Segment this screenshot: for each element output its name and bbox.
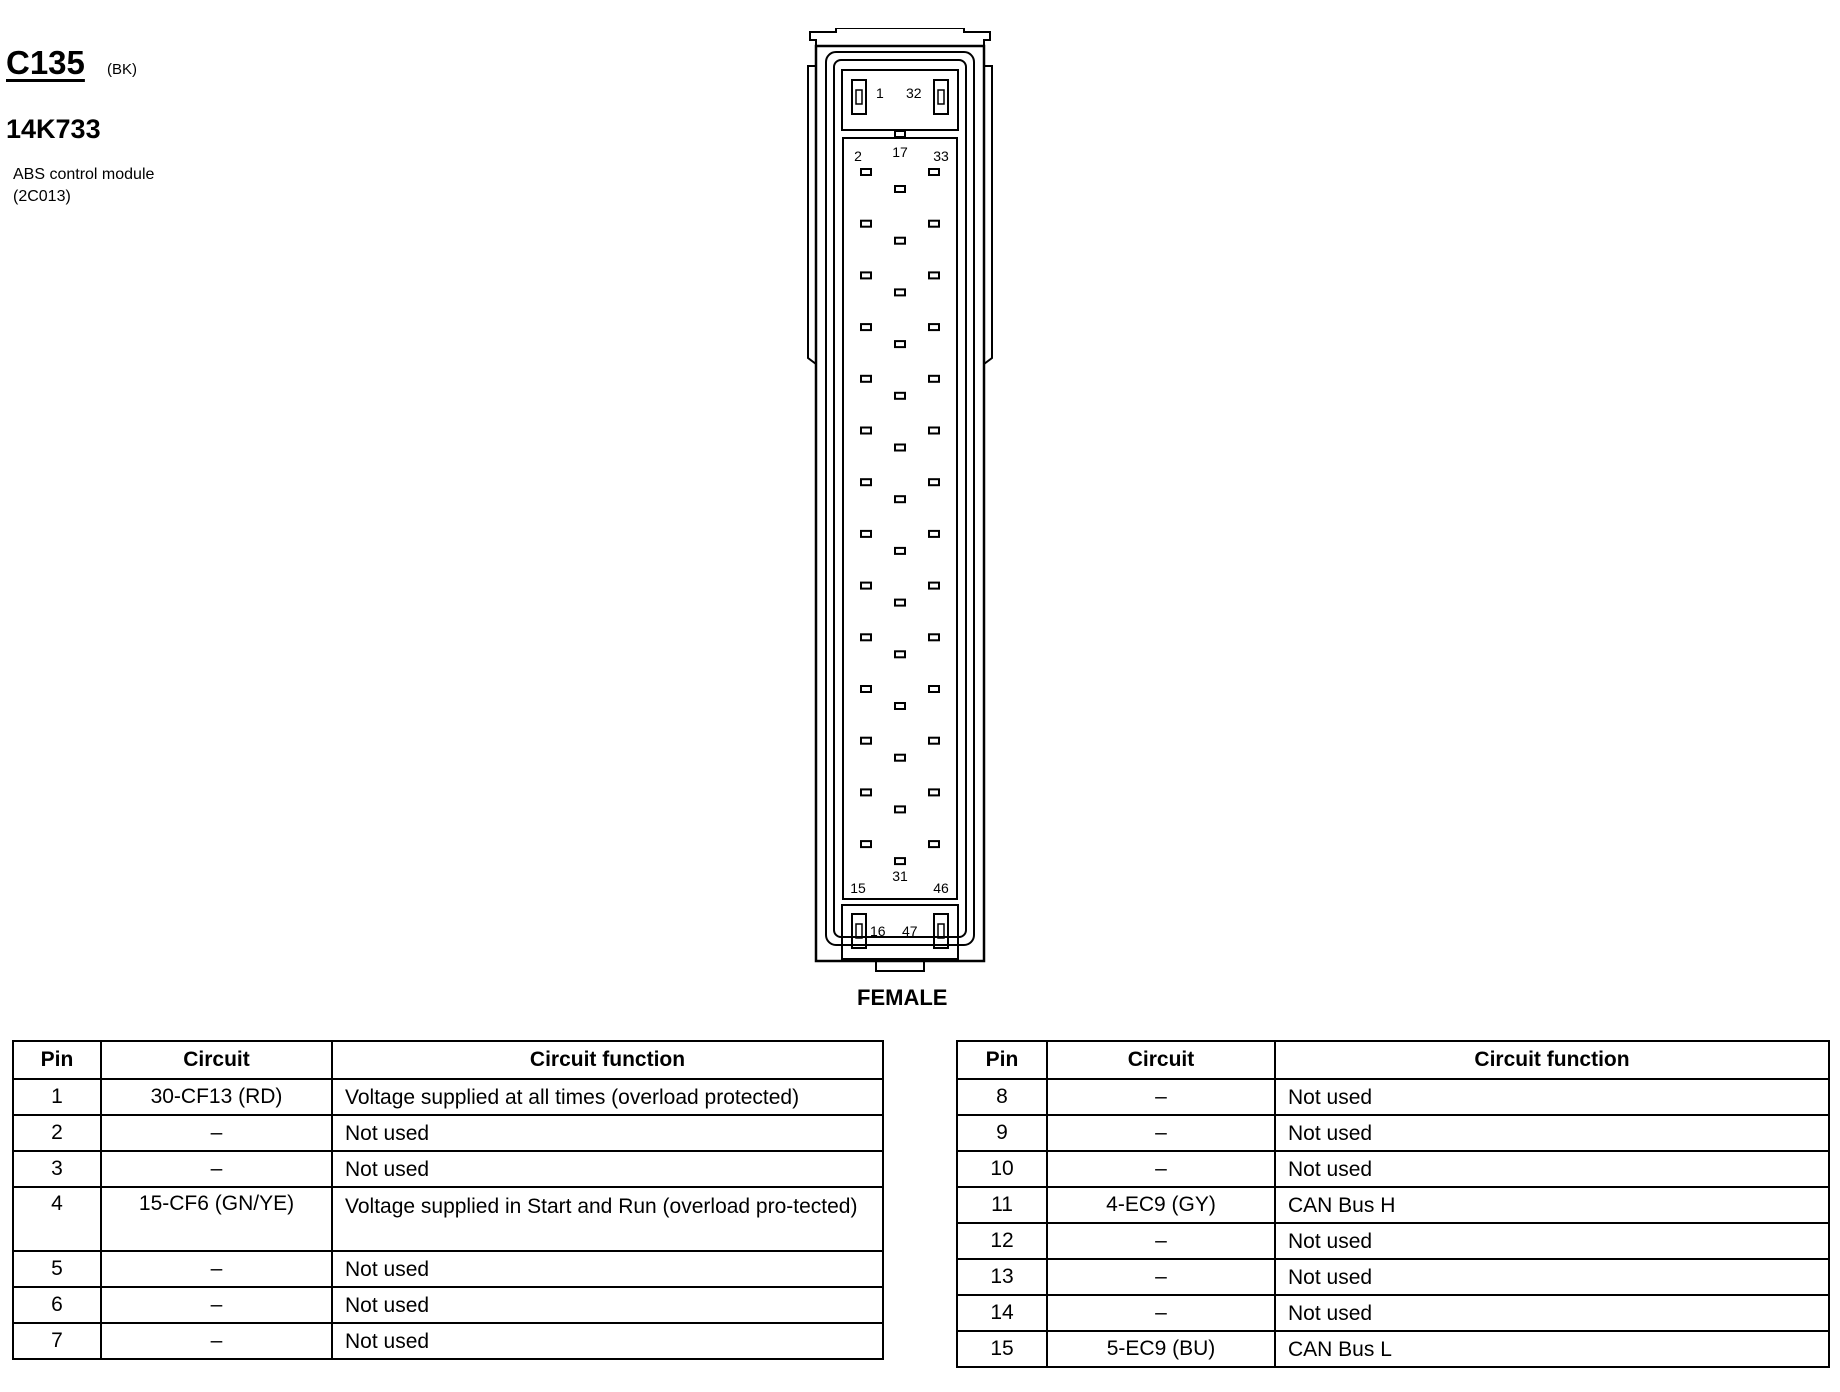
pin-label-16: 16 (870, 923, 886, 939)
circuit-code: – (101, 1115, 332, 1151)
pin-cavity-center (895, 238, 905, 244)
part-number: 14K733 (6, 114, 101, 144)
connector-face-diagram (800, 28, 1000, 983)
connector-top-tab (810, 28, 990, 46)
pin-label-31: 31 (892, 868, 908, 884)
pin-cavity-left (861, 634, 871, 640)
pin-label-2: 2 (854, 148, 862, 164)
pin-cavity-center (895, 289, 905, 295)
description-line-2: (2C013) (13, 188, 71, 205)
pin-cavity-right (929, 583, 939, 589)
table-row (957, 1151, 1829, 1187)
pin-cavity-center (895, 186, 905, 192)
circuit-function: Not used (1275, 1295, 1829, 1331)
circuit-code: – (101, 1151, 332, 1187)
pin-cavity-right (929, 376, 939, 382)
circuit-code: – (1047, 1295, 1275, 1331)
description-line-1: ABS control module (13, 166, 155, 183)
circuit-code: – (1047, 1115, 1275, 1151)
pin-number: 6 (13, 1287, 101, 1323)
table-row (13, 1151, 883, 1187)
pin-number: 15 (957, 1331, 1047, 1367)
pin-cavity-center (895, 703, 905, 709)
module-description (13, 164, 154, 208)
pin-cavity-right (929, 738, 939, 744)
pin-number: 11 (957, 1187, 1047, 1223)
circuit-code: – (1047, 1223, 1275, 1259)
pin-cavity-center (895, 600, 905, 606)
pin-cavity-left (861, 531, 871, 537)
table-row (957, 1115, 1829, 1151)
pin-cavity-right (929, 789, 939, 795)
pin-cavity-right (929, 841, 939, 847)
circuit-function: Not used (1275, 1223, 1829, 1259)
pin-cavity-right (929, 324, 939, 330)
table-header-row (13, 1041, 883, 1079)
table-row (13, 1115, 883, 1151)
circuit-function: Voltage supplied in Start and Run (overload pro-tected) (332, 1187, 883, 1251)
pin-cavity-center (895, 651, 905, 657)
circuit-function: Not used (332, 1251, 883, 1287)
table-row (13, 1187, 883, 1251)
circuit-code: 15-CF6 (GN/YE) (101, 1187, 332, 1251)
table-row (957, 1223, 1829, 1259)
pin-cavity-center (895, 755, 905, 761)
circuit-function: Not used (1275, 1259, 1829, 1295)
pin-number: 8 (957, 1079, 1047, 1115)
circuit-code: – (1047, 1259, 1275, 1295)
pin-cavity-right (929, 428, 939, 434)
connector-color: (BK) (107, 61, 137, 78)
pin-table-right (956, 1040, 1830, 1368)
circuit-code: 4-EC9 (GY) (1047, 1187, 1275, 1223)
pin-label-47: 47 (902, 923, 918, 939)
pin-label-32: 32 (906, 85, 922, 101)
pin-cavity-center (895, 131, 905, 137)
pin-cavity-left (861, 738, 871, 744)
pin-cavity-left (861, 479, 871, 485)
pin-32-contact (934, 80, 948, 114)
header-circuit-function: Circuit function (1275, 1041, 1829, 1079)
pin-number: 4 (13, 1187, 101, 1251)
pin-cavity-left (861, 169, 871, 175)
pin-cavity-right (929, 221, 939, 227)
pin-number: 7 (13, 1323, 101, 1359)
header-pin: Pin (13, 1041, 101, 1079)
pin-number: 2 (13, 1115, 101, 1151)
circuit-code: – (101, 1323, 332, 1359)
circuit-code: – (101, 1287, 332, 1323)
circuit-function: Not used (1275, 1079, 1829, 1115)
pin-cavity-left (861, 686, 871, 692)
pin-label-1: 1 (876, 85, 884, 101)
pin-cavity-left (861, 324, 871, 330)
gender-label: FEMALE (857, 985, 948, 1010)
circuit-function: Voltage supplied at all times (overload protected) (332, 1079, 883, 1115)
circuit-function: Not used (1275, 1115, 1829, 1151)
pin-cavity-center (895, 496, 905, 502)
circuit-function: Not used (332, 1287, 883, 1323)
header-circuit: Circuit (1047, 1041, 1275, 1079)
pin-number: 10 (957, 1151, 1047, 1187)
circuit-code: – (1047, 1079, 1275, 1115)
table-row (13, 1079, 883, 1115)
pin-cavity-left (861, 789, 871, 795)
circuit-function: Not used (332, 1115, 883, 1151)
pin-cavity-left (861, 583, 871, 589)
table-row (957, 1331, 1829, 1367)
pin-table-left (12, 1040, 884, 1360)
pin-label-33: 33 (933, 148, 949, 164)
pin-number: 13 (957, 1259, 1047, 1295)
table-row (13, 1287, 883, 1323)
circuit-function: Not used (332, 1323, 883, 1359)
circuit-code: – (1047, 1151, 1275, 1187)
pin-cavity-left (861, 376, 871, 382)
pin-number: 1 (13, 1079, 101, 1115)
pin-label-46: 46 (933, 880, 949, 896)
table-row (957, 1259, 1829, 1295)
circuit-code: 5-EC9 (BU) (1047, 1331, 1275, 1367)
pin-label-17: 17 (892, 144, 908, 160)
circuit-function: CAN Bus H (1275, 1187, 1829, 1223)
table-row (957, 1295, 1829, 1331)
pin-16-contact (852, 914, 866, 948)
table-row (957, 1187, 1829, 1223)
header-pin: Pin (957, 1041, 1047, 1079)
pin-cavity-right (929, 479, 939, 485)
pin-number: 3 (13, 1151, 101, 1187)
pin-47-contact (934, 914, 948, 948)
circuit-code: 30-CF13 (RD) (101, 1079, 332, 1115)
connector-bottom-tab (876, 961, 924, 971)
pin-cavity-center (895, 393, 905, 399)
circuit-function: Not used (1275, 1151, 1829, 1187)
header-circuit-function: Circuit function (332, 1041, 883, 1079)
circuit-function: Not used (332, 1151, 883, 1187)
table-row (13, 1251, 883, 1287)
pin-cavity-center (895, 806, 905, 812)
circuit-function: CAN Bus L (1275, 1331, 1829, 1367)
connector-outer-shell (816, 46, 984, 961)
pin-cavity-right (929, 531, 939, 537)
pin-cavity-center (895, 548, 905, 554)
pin-cavity-center (895, 445, 905, 451)
signal-pin-grid (843, 138, 957, 899)
pin-cavity-left (861, 841, 871, 847)
pin-cavity-right (929, 272, 939, 278)
table-row (13, 1323, 883, 1359)
table-row (957, 1079, 1829, 1115)
pin-1-contact (852, 80, 866, 114)
pin-label-15: 15 (850, 880, 866, 896)
circuit-code: – (101, 1251, 332, 1287)
pin-cavity-left (861, 221, 871, 227)
pin-cavity-right (929, 686, 939, 692)
pin-cavity-center (895, 858, 905, 864)
pin-cavity-right (929, 634, 939, 640)
header-circuit: Circuit (101, 1041, 332, 1079)
pin-number: 14 (957, 1295, 1047, 1331)
connector-id: C135 (6, 44, 85, 81)
pin-number: 12 (957, 1223, 1047, 1259)
pin-cavity-left (861, 428, 871, 434)
table-header-row (957, 1041, 1829, 1079)
pin-cavity-center (895, 341, 905, 347)
pin-number: 5 (13, 1251, 101, 1287)
pin-cavity-left (861, 272, 871, 278)
pin-number: 9 (957, 1115, 1047, 1151)
pin-cavity-right (929, 169, 939, 175)
